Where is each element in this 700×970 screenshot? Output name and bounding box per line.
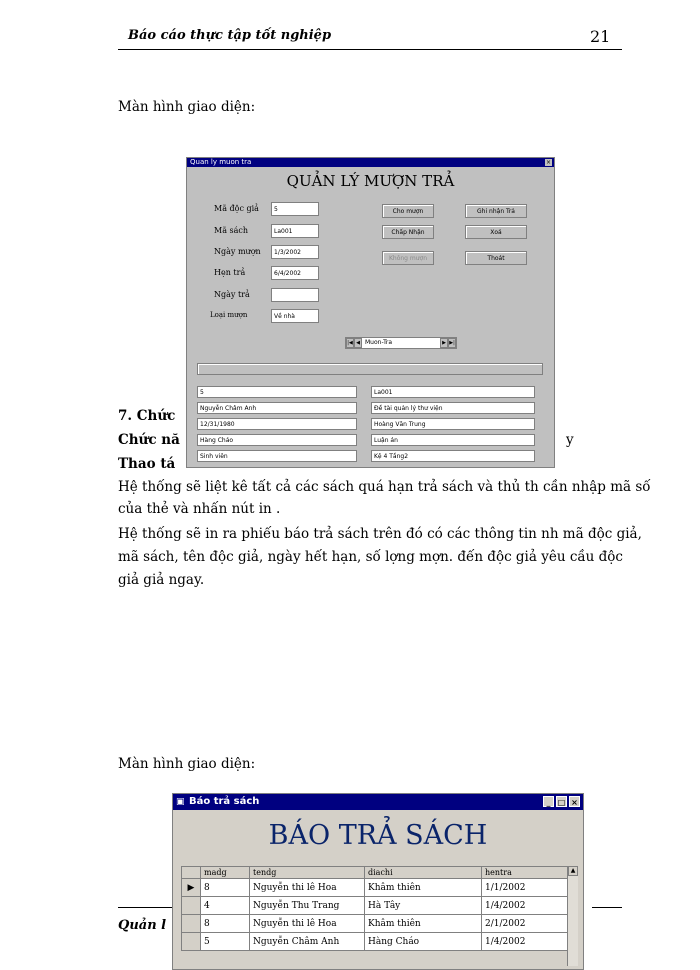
record-field-left: Hàng Cháo [197, 434, 357, 446]
app-icon: ▣ [176, 797, 185, 807]
cell[interactable]: Khâm thiên [365, 879, 482, 897]
chap-nhan-button[interactable]: Chấp Nhận [382, 225, 434, 239]
section-label: Màn hình giao diện: [118, 756, 256, 772]
cell[interactable]: 1/1/2002 [482, 879, 569, 897]
record-field-right: La001 [371, 386, 535, 398]
window-title: Báo trả sách [189, 796, 260, 807]
report-heading: BÁO TRẢ SÁCH [268, 820, 488, 851]
record-field-right: Đề tài quản lý thư viện [371, 402, 535, 414]
record-field-left: Sinh viên [197, 450, 357, 462]
text-fragment: Chức nă [118, 432, 180, 448]
cell[interactable]: 4 [201, 897, 250, 915]
record-field-right: Luận án [371, 434, 535, 446]
form-heading: QUẢN LÝ MƯỢN TRẢ [286, 172, 455, 190]
khong-muon-button[interactable]: Không mượn [382, 251, 434, 265]
ma-doc-gia-field[interactable]: 5 [271, 202, 319, 216]
table-row[interactable] [182, 933, 569, 951]
footer-text: Quản l [118, 918, 167, 933]
status-bar [197, 363, 543, 375]
cell[interactable]: 2/1/2002 [482, 915, 569, 933]
cell[interactable]: 8 [201, 879, 250, 897]
minimize-icon[interactable]: _ [543, 796, 554, 807]
ngay-muon-field[interactable]: 1/3/2002 [271, 245, 319, 259]
footer-divider [118, 907, 173, 908]
record-field-left: 5 [197, 386, 357, 398]
table-header-row [182, 867, 569, 879]
record-field-right: Hoàng Văn Trung [371, 418, 535, 430]
window-title: Quan ly muon tra [190, 158, 252, 166]
cell[interactable]: Nguyễn Thu Trang [250, 897, 365, 915]
navigator-caption: Muon-Tra [365, 339, 392, 346]
window-titlebar [187, 158, 554, 167]
loan-return-window [186, 157, 555, 468]
table-row[interactable] [182, 897, 569, 915]
footer-divider [592, 907, 622, 908]
bao-tra-sach-window [172, 793, 584, 970]
current-row-icon: ▶ [182, 879, 201, 897]
window-titlebar [173, 794, 583, 810]
cho-muon-button[interactable]: Cho mượn [382, 204, 434, 218]
label-ngay-muon: Ngày mượn [214, 247, 261, 256]
header-title: Báo cáo thực tập tốt nghiệp [128, 28, 332, 43]
record-field-right: Kệ 4 Tầng2 [371, 450, 535, 462]
cell[interactable]: 5 [201, 933, 250, 951]
label-hen-tra: Hẹn trả [214, 268, 246, 277]
paragraph-line: mã sách, tên độc giả, ngày hết hạn, số lợng mợn. đến độc giả yêu cầu độc [118, 549, 623, 565]
prev-record-icon[interactable]: ◀ [354, 338, 362, 348]
cell[interactable]: Nguyễn thi lê Hoa [250, 915, 365, 933]
text-fragment: Thao tá [118, 456, 176, 472]
loai-muon-field[interactable]: Về nhà [271, 309, 319, 323]
record-field-left: Nguyễn Châm Anh [197, 402, 357, 414]
page-number: 21 [590, 27, 611, 46]
cell[interactable]: Khâm thiên [365, 915, 482, 933]
text-fragment-tail: y [566, 432, 574, 448]
header-divider [118, 49, 622, 50]
record-navigator [345, 337, 457, 349]
thoat-button[interactable]: Thoát [465, 251, 527, 265]
paragraph-line: Hệ thống sẽ liệt kê tất cả các sách quá hạn trả sách và thủ th cần nhập mã số [118, 479, 651, 495]
cell[interactable]: 8 [201, 915, 250, 933]
row-selector[interactable] [182, 897, 201, 915]
table-row[interactable] [182, 879, 569, 897]
hen-tra-field[interactable]: 6/4/2002 [271, 266, 319, 280]
column-header[interactable]: madg [201, 867, 250, 879]
close-icon[interactable]: × [545, 159, 552, 166]
first-record-icon[interactable]: |◀ [347, 340, 353, 346]
section-label: Màn hình giao diện: [118, 99, 256, 115]
last-record-icon[interactable]: ▶| [449, 340, 455, 346]
column-header[interactable]: tendg [250, 867, 365, 879]
label-ngay-tra: Ngày trả [214, 290, 250, 299]
label-loai-muon: Loại mượn [210, 311, 248, 319]
ngay-tra-field[interactable] [271, 288, 319, 302]
close-icon[interactable]: × [569, 796, 580, 807]
table-row[interactable] [182, 915, 569, 933]
maximize-icon[interactable]: □ [557, 798, 566, 807]
paragraph-line: Hệ thống sẽ in ra phiếu báo trả sách trên đó có các thông tin nh mã độc giả, [118, 526, 642, 542]
scroll-up-icon[interactable]: ▲ [568, 866, 578, 876]
row-selector[interactable] [182, 933, 201, 951]
record-field-left: 12/31/1980 [197, 418, 357, 430]
overdue-table [181, 866, 569, 951]
column-header[interactable]: diachi [365, 867, 482, 879]
column-header[interactable]: hentra [482, 867, 569, 879]
xoa-button[interactable]: Xoá [465, 225, 527, 239]
next-record-icon[interactable]: ▶ [440, 338, 448, 348]
cell[interactable]: Hà Tây [365, 897, 482, 915]
label-ma-doc-gia: Mã độc giả [214, 204, 259, 213]
ghi-nhan-tra-button[interactable]: Ghi nhận Trả [465, 204, 527, 218]
cell[interactable]: 1/4/2002 [482, 897, 569, 915]
cell[interactable]: 1/4/2002 [482, 933, 569, 951]
vertical-scrollbar[interactable] [567, 866, 578, 966]
row-selector[interactable] [182, 915, 201, 933]
paragraph-line: của thẻ và nhấn nút in . [118, 501, 281, 517]
paragraph-line: giả giả ngay. [118, 572, 205, 588]
ma-sach-field[interactable]: La001 [271, 224, 319, 238]
cell[interactable]: Nguyễn Châm Anh [250, 933, 365, 951]
cell[interactable]: Hàng Cháo [365, 933, 482, 951]
cell[interactable]: Nguyễn thi lê Hoa [250, 879, 365, 897]
row-selector-header [182, 867, 201, 879]
section-heading-fragment: 7. Chức [118, 408, 176, 424]
label-ma-sach: Mã sách [214, 226, 249, 235]
